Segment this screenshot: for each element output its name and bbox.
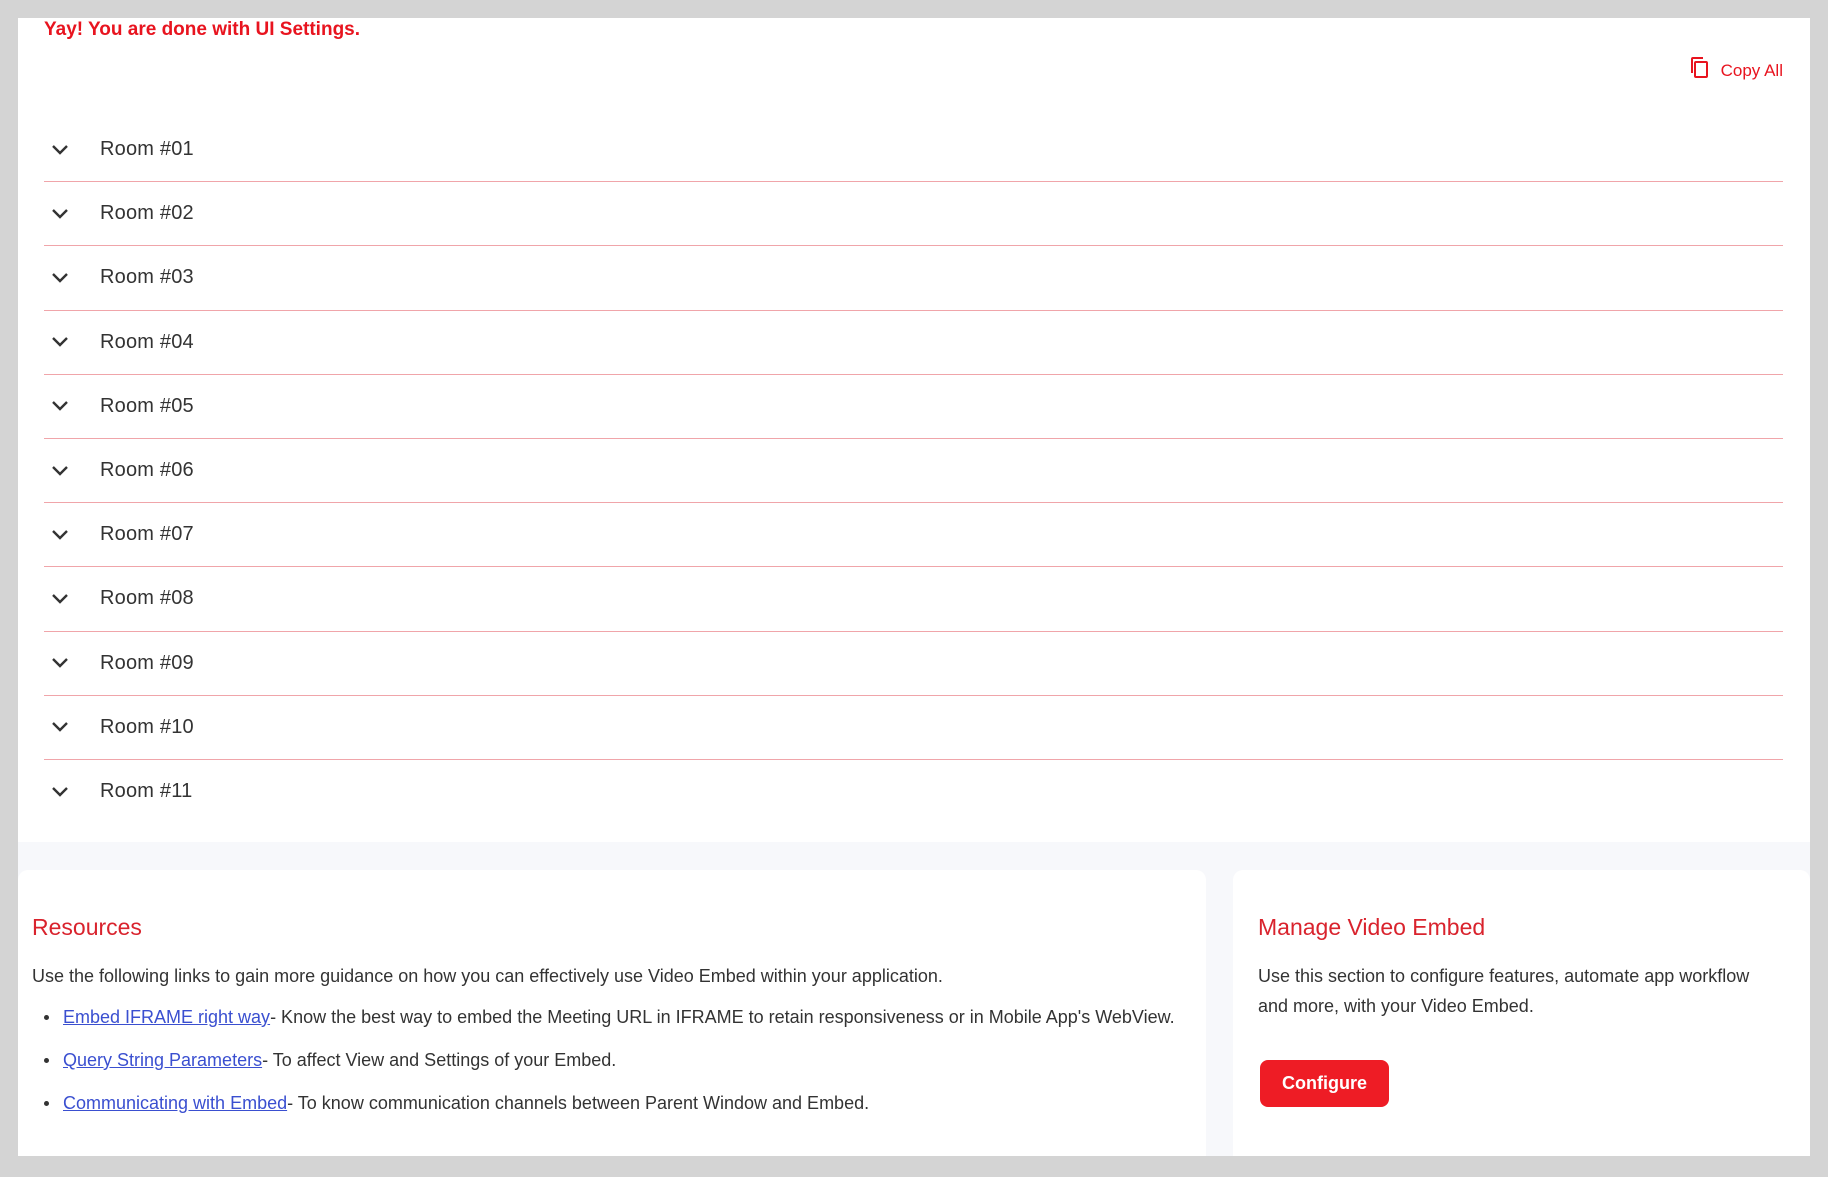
room-accordion-item[interactable] (44, 439, 1783, 503)
room-label: Room #07 (100, 523, 194, 546)
room-accordion-item[interactable] (44, 503, 1783, 567)
list-item (32, 1002, 1176, 1032)
room-accordion-item[interactable] (44, 567, 1783, 631)
room-label: Room #05 (100, 394, 194, 417)
resources-intro: Use the following links to gain more guidance on how you can effectively use Video Embed within your application. (32, 966, 943, 986)
room-accordion-item[interactable] (44, 375, 1783, 439)
room-accordion-item[interactable] (44, 760, 1783, 824)
chevron-down-icon (47, 137, 73, 163)
list-item (32, 1045, 1176, 1075)
chevron-down-icon (47, 522, 73, 548)
room-label: Room #10 (100, 715, 194, 738)
embed-iframe-link[interactable]: Embed IFRAME right way (63, 1007, 271, 1027)
chevron-down-icon (47, 393, 73, 419)
room-label: Room #11 (100, 780, 193, 803)
link-description: - To affect View and Settings of your Embed. (262, 1050, 617, 1070)
manage-video-embed-card (1233, 870, 1810, 1156)
query-string-parameters-link[interactable]: Query String Parameters (63, 1050, 263, 1070)
chevron-down-icon (47, 265, 73, 291)
page-frame (18, 18, 1810, 1156)
link-description: - To know communication channels between Parent Window and Embed. (287, 1093, 870, 1113)
room-accordion-item[interactable] (44, 246, 1783, 310)
room-label: Room #01 (100, 138, 194, 161)
chevron-down-icon (47, 650, 73, 676)
room-accordion-item[interactable] (44, 632, 1783, 696)
room-accordion-item[interactable] (44, 696, 1783, 760)
link-description: - Know the best way to embed the Meeting URL in IFRAME to retain responsiveness or in Mobile App's WebView. (270, 1007, 1175, 1027)
chevron-down-icon (47, 586, 73, 612)
configure-button[interactable]: Configure (1260, 1060, 1389, 1107)
chevron-down-icon (47, 329, 73, 355)
chevron-down-icon (47, 779, 73, 805)
room-accordion-item[interactable] (44, 182, 1783, 246)
room-accordion-item[interactable] (44, 118, 1783, 182)
resources-list (32, 1002, 1176, 1131)
manage-intro: Use this section to configure features, automate app workflow and more, with your Video Embed. (1258, 966, 1750, 1016)
room-label: Room #02 (100, 202, 194, 225)
room-accordion-item[interactable] (44, 311, 1783, 375)
room-label: Room #06 (100, 459, 194, 482)
copy-all-label: Copy All (1720, 60, 1783, 80)
done-message: Yay! You are done with UI Settings. (44, 19, 361, 40)
copy-all-button[interactable] (1689, 56, 1783, 85)
chevron-down-icon (47, 201, 73, 227)
rooms-list (44, 118, 1783, 824)
list-item (32, 1088, 1176, 1118)
rooms-panel (18, 18, 1810, 842)
resources-card (18, 870, 1206, 1156)
room-label: Room #03 (100, 266, 194, 289)
manage-title: Manage Video Embed (1258, 914, 1486, 940)
chevron-down-icon (47, 714, 73, 740)
room-label: Room #08 (100, 587, 194, 610)
chevron-down-icon (47, 458, 73, 484)
room-label: Room #04 (100, 330, 194, 353)
room-label: Room #09 (100, 651, 194, 674)
communicating-with-embed-link[interactable]: Communicating with Embed (63, 1093, 288, 1113)
copy-icon (1689, 56, 1711, 85)
resources-title: Resources (32, 914, 142, 940)
